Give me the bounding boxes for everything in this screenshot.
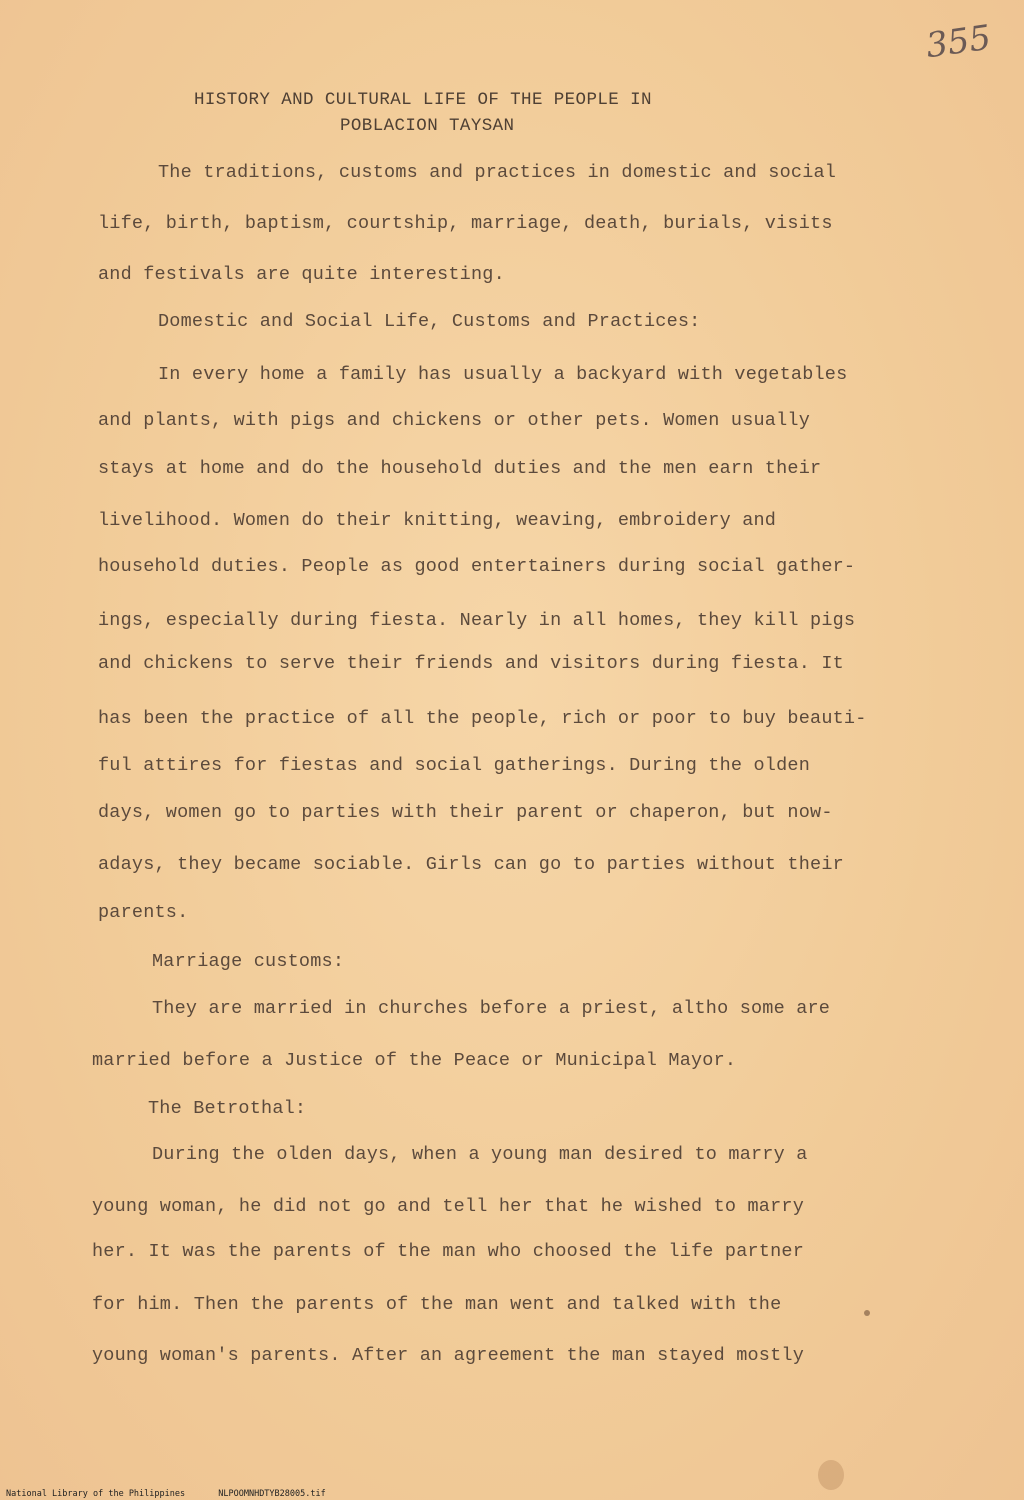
text-line: The traditions, customs and practices in domestic and social <box>158 162 837 183</box>
text-line: ings, especially during fiesta. Nearly in all homes, they kill pigs <box>98 610 856 631</box>
text-line: and plants, with pigs and chickens or other pets. Women usually <box>98 410 811 431</box>
paper-speck <box>864 1310 870 1316</box>
title-line-1: HISTORY AND CULTURAL LIFE OF THE PEOPLE IN <box>194 90 652 110</box>
text-line: Marriage customs: <box>152 951 345 972</box>
text-line: days, women go to parties with their parent or chaperon, but now- <box>98 802 833 823</box>
text-line: adays, they became sociable. Girls can go to parties without their <box>98 854 844 875</box>
text-line: and festivals are quite interesting. <box>98 264 505 285</box>
text-line: livelihood. Women do their knitting, weaving, embroidery and <box>98 510 777 531</box>
footer <box>6 1489 354 1499</box>
text-line: stays at home and do the household duties and the men earn their <box>98 458 822 479</box>
text-line: her. It was the parents of the man who choosed the life partner <box>92 1241 805 1262</box>
text-line: has been the practice of all the people, rich or poor to buy beauti- <box>98 708 867 729</box>
footer-library: National Library of the Philippines <box>6 1489 186 1499</box>
text-line: Domestic and Social Life, Customs and Practices: <box>158 311 701 332</box>
text-line: parents. <box>98 902 189 923</box>
text-line: The Betrothal: <box>148 1098 307 1119</box>
text-line: for him. Then the parents of the man went and talked with the <box>92 1294 782 1315</box>
text-line: household duties. People as good entertainers during social gather- <box>98 556 856 577</box>
text-line: and chickens to serve their friends and visitors during fiesta. It <box>98 653 844 674</box>
text-line: married before a Justice of the Peace or Municipal Mayor. <box>92 1050 737 1071</box>
text-line: young woman, he did not go and tell her that he wished to marry <box>92 1196 805 1217</box>
title-line-2: POBLACION TAYSAN <box>340 116 515 136</box>
text-line: young woman's parents. After an agreement the man stayed mostly <box>92 1345 805 1366</box>
handwritten-page-number: 355 <box>923 17 994 67</box>
text-line: life, birth, baptism, courtship, marriage, death, burials, visits <box>98 213 833 234</box>
paper-stain <box>818 1460 844 1490</box>
text-line: In every home a family has usually a backyard with vegetables <box>158 364 848 385</box>
text-line: ful attires for fiestas and social gatherings. During the olden <box>98 755 811 776</box>
footer-filename: NLPOOMNHDTYB28005.tif <box>218 1489 326 1499</box>
text-line: During the olden days, when a young man desired to marry a <box>152 1144 808 1165</box>
text-line: They are married in churches before a priest, altho some are <box>152 998 831 1019</box>
